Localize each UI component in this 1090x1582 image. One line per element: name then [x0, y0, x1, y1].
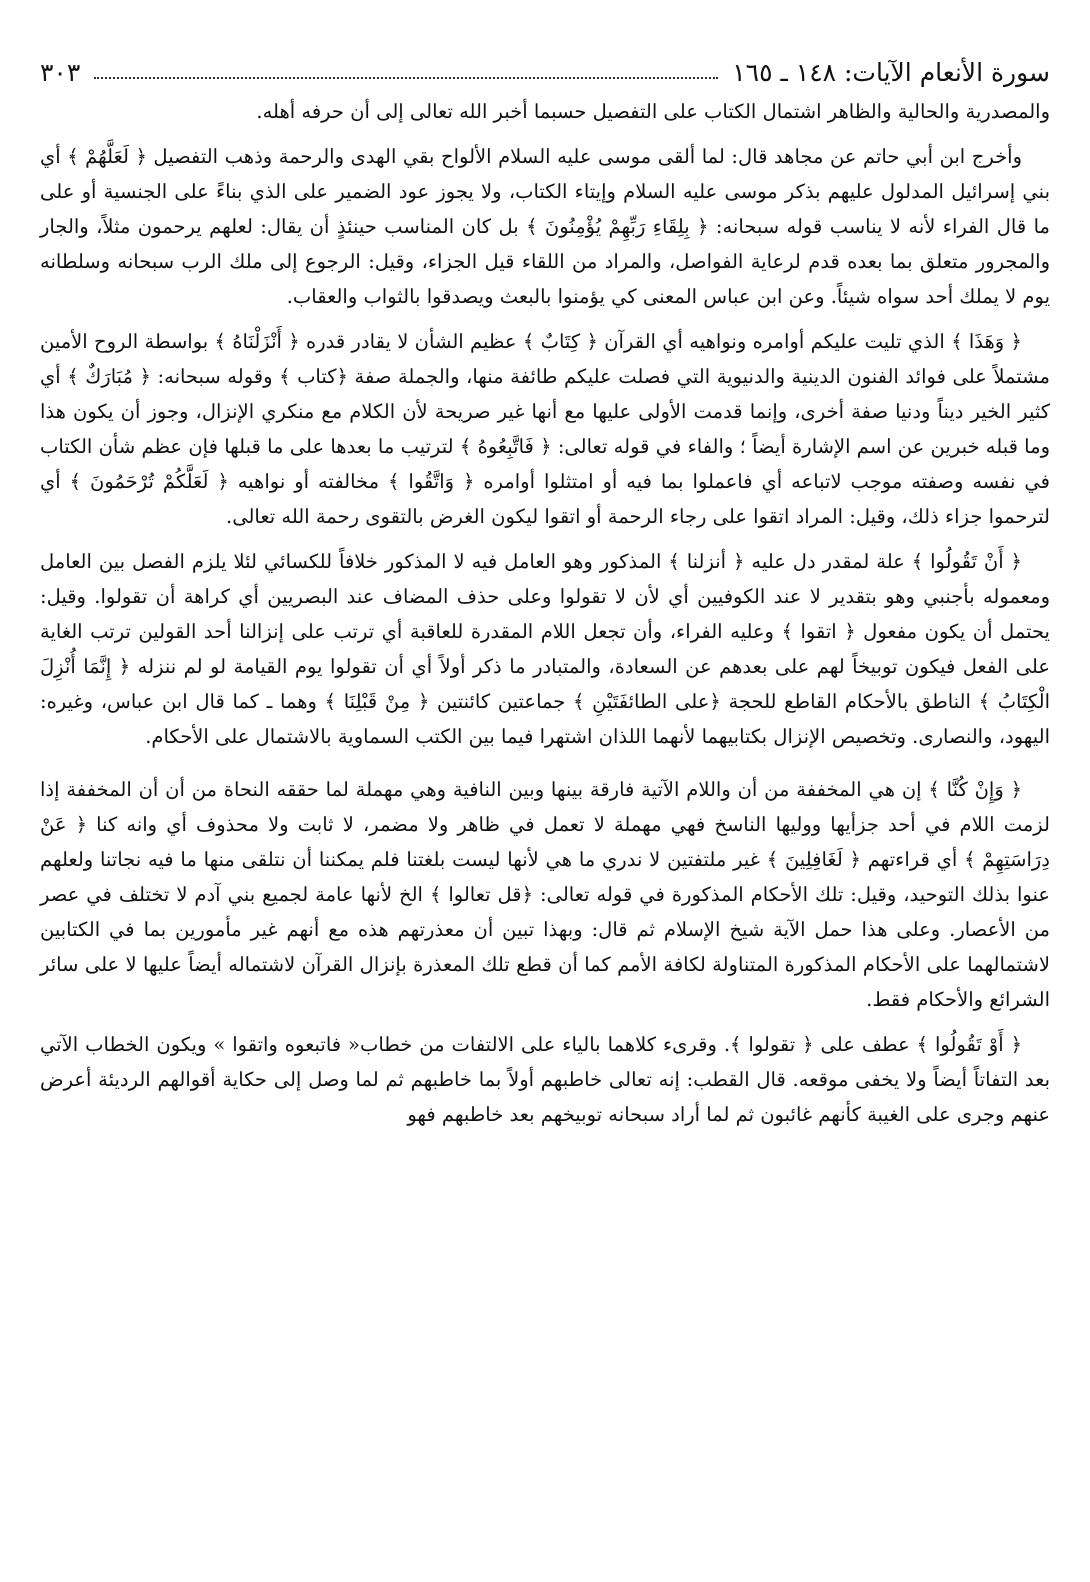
paragraph: ﴿ أَوْ تَقُولُوا ﴾ عطف على ﴿ تقولوا ﴾. وقرىء كلاهما بالياء على الالتفات من خطاب« فاتبعوه واتقوا » ويكون الخطاب الآتي بعد التفاتاً أيضاً ولا يخفى موقعه. قال القطب: إنه تعالى خاطبهم أولاً بما خاطبهم ثم لما وصل إلى حكاية أقوالهم الرديئة أعرض عنهم وجرى على الغيبة كأنهم غائبون ثم لما أراد سبحانه توبيخهم بعد خاطبهم فهو: [40, 1033, 1050, 1126]
paragraph: ﴿ وَهَذَا ﴾ الذي تليت عليكم أوامره ونواهيه أي القرآن ﴿ كِتَابٌ ﴾ عظيم الشأن لا يقادر قدره ﴿ أَنْزَلْنَاهُ ﴾ بواسطة الروح الأمين مشتملاً على فوائد الفنون الدينية والدنيوية التي فصلت عليكم طائفة منها، والجملة صفة ﴿كتاب ﴾ وقوله سبحانه: ﴿ مُبَارَكٌ ﴾ أي كثير الخير ديناً ودنيا صفة أخرى، وإنما قدمت الأولى عليها مع أنها غير صريحة لأن الكلام مع منكري الإنزال، وجوز أن يكون هذا وما قبله خبرين عن اسم الإشارة أيضاً ؛ والفاء في قوله تعالى: ﴿ فَاتَّبِعُوهُ ﴾ لترتيب ما بعدها على ما قبلها فإن عظم شأن الكتاب في نفسه وصفته موجب لاتباعه أي فاعملوا بما فيه أو امتثلوا أوامره ﴿ وَاتَّقُوا ﴾ مخالفته أو نواهيه ﴿ لَعَلَّكُمْ تُرْحَمُونَ ﴾ أي لترحموا جزاء ذلك، وقيل: المراد اتقوا على رجاء الرحمة أو اتقوا ليكون الغرض بالتقوى رحمة الله تعالى.: [40, 330, 1050, 528]
book-page: [40, 40, 1050, 1142]
paragraph: ﴿ أَنْ تَقُولُوا ﴾ علة لمقدر دل عليه ﴿ أنزلنا ﴾ المذكور وهو العامل فيه لا المذكور خلافاً للكسائي لئلا يلزم الفصل بين العامل ومعموله بأجنبي وهو بتقدير لا عند الكوفيين أي لأن لا تقولوا وعلى حذف المضاف عند البصريين أي كراهة أن تقولوا. وقيل: يحتمل أن يكون مفعول ﴿ اتقوا ﴾ وعليه الفراء، وأن تجعل اللام المقدرة للعاقبة أي ترتب على إنزالنا أحد القولين ترتب الغاية على الفعل فيكون توبيخاً لهم على بعدهم عن السعادة، والمتبادر ما ذكر أولاً أي أن تقولوا يوم القيامة لو لم ننزله ﴿ إِنَّمَا أُنْزِلَ الْكِتَابُ ﴾ الناطق بالأحكام القاطع للحجة ﴿على الطائفَتَيْنِ ﴾ جماعتين كائنتين ﴿ مِنْ قَبْلِنَا ﴾ وهما ـ كما قال ابن عباس، وغيره: اليهود، والنصارى. وتخصيص الإنزال بكتابيهما لأنهما اللذان اشتهرا فيما بين الكتب السماوية بالاشتمال على الأحكام.: [40, 550, 1050, 748]
running-header: [40, 40, 1050, 88]
paragraph: والمصدرية والحالية والظاهر اشتمال الكتاب على التفصيل حسبما أخبر الله تعالى إلى أن حرفه أهله.: [256, 100, 1050, 123]
dotted-leader: [94, 77, 718, 79]
page-number: ٣٠٣: [40, 58, 81, 87]
paragraph: وأخرج ابن أبي حاتم عن مجاهد قال: لما ألقى موسى عليه السلام الألواح بقي الهدى والرحمة وذهب التفصيل ﴿ لَعَلَّهُمْ ﴾ أي بني إسرائيل المدلول عليهم بذكر موسى عليه السلام وإيتاء الكتاب، ولا يجوز عود الضمير على الذي بناءً على الجنسية أو على ما قال الفراء لأنه لا يناسب قوله سبحانه: ﴿ بِلِقَاءِ رَبِّهِمْ يُؤْمِنُونَ ﴾ بل كان المناسب حينئذٍ أن يقال: لعلهم يرحمون مثلاً، والجار والمجرور متعلق بما بعده قدم لرعاية الفواصل، والمراد من اللقاء قيل الجزاء، وقيل: الرجوع إلى ملك الرب سبحانه وسلطانه يوم لا يملك أحد سواه شيئاً. وعن ابن عباس المعنى كي يؤمنوا بالبعث ويصدقوا بالثواب والعقاب.: [40, 145, 1050, 308]
chapter-title: سورة الأنعام الآيات: ١٤٨ ـ ١٦٥: [732, 58, 1050, 87]
page-body: [40, 94, 1050, 1132]
paragraph: ﴿ وَإِنْ كُنَّا ﴾ إن هي المخففة من أن واللام الآتية فارقة بينها وبين النافية وهي مهملة لما حققه النحاة من أن أن المخففة إذا لزمت اللام في أحد جزأيها ووليها الناسخ فهي مهملة لا تعمل في ظاهر ولا مضمر، لا ثابت ولا محذوف أي وانه كنا ﴿ عَنْ دِرَاسَتِهِمْ ﴾ أي قراءتهم ﴿ لَغَافِلِينَ ﴾ غير ملتفتين لا ندري ما هي لأنها ليست بلغتنا فلم يمكننا أن نتلقى منها ما فيه نجاتنا ولعلهم عنوا بذلك التوحيد، وقيل: تلك الأحكام المذكورة في قوله تعالى: ﴿قل تعالوا ﴾ الخ لأنها عامة لجميع بني آدم لا تختلف في عصر من الأعصار. وعلى هذا حمل الآية شيخ الإسلام ثم قال: وبهذا تبين أن معذرتهم هذه مع أنهم غير مأمورين بما في الكتابين لاشتمالهما على الأحكام المذكورة المتناولة لكافة الأمم كما أن قطع تلك المعذرة بإنزال القرآن لاشتماله أيضاً عليها لا على سائر الشرائع والأحكام فقط.: [40, 778, 1050, 1011]
